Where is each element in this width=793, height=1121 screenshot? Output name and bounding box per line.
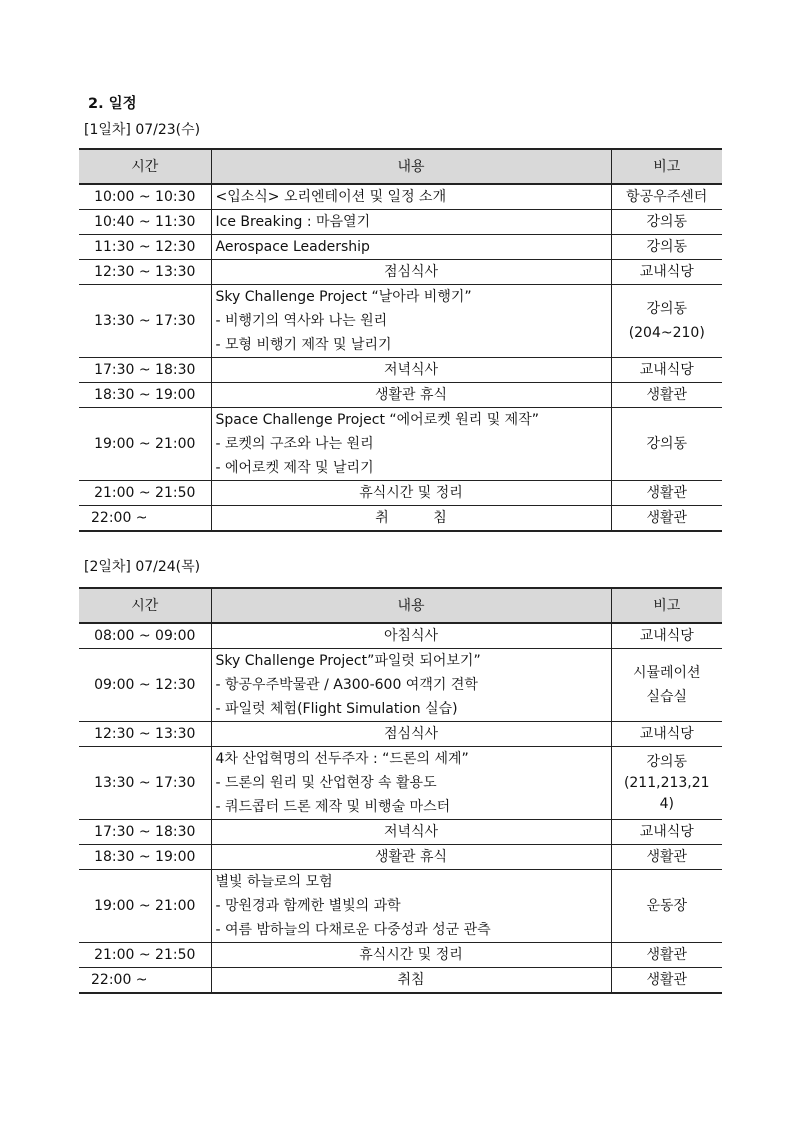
row-content (211, 747, 611, 820)
day1-title: [1일차] 07/23(수) (84, 122, 201, 138)
header-time: 시간 (79, 588, 211, 623)
content-line: - 항공우주박물관 / A300-600 여객기 견학 (215, 677, 478, 693)
content-line: - 비행기의 역사와 나는 원리 (215, 313, 388, 329)
row-time: 10:40 ~ 11:30 (79, 210, 211, 235)
table-row (79, 383, 722, 408)
row-note: 생활관 (611, 506, 722, 532)
row-note: 교내식당 (611, 623, 722, 649)
row-note: 운동장 (611, 870, 722, 943)
row-time: 12:30 ~ 13:30 (79, 722, 211, 747)
row-content: <입소식> 오리엔테이션 및 일정 소개 (211, 184, 611, 210)
content-line: 4차 산업혁명의 선두주자 : “드론의 세계” (215, 751, 469, 767)
row-content (211, 408, 611, 481)
row-note: 항공우주센터 (611, 184, 722, 210)
row-note: 강의동 (611, 235, 722, 260)
note-line: 4) (659, 795, 674, 812)
note-line: (211,213,21 (623, 774, 710, 791)
header-content: 내용 (211, 149, 611, 184)
table-header-row (79, 149, 722, 184)
row-note: 교내식당 (611, 722, 722, 747)
row-content: 생활관 휴식 (211, 845, 611, 870)
table-row (79, 649, 722, 722)
content-line: - 파일럿 체험(Flight Simulation 실습) (215, 701, 458, 717)
note-line: 강의동 (646, 301, 688, 317)
table-row (79, 481, 722, 506)
row-note: 생활관 (611, 481, 722, 506)
day2-schedule-table (79, 587, 722, 994)
table-row (79, 358, 722, 383)
row-time: 10:00 ~ 10:30 (79, 184, 211, 210)
table-row (79, 943, 722, 968)
row-content: 생활관 휴식 (211, 383, 611, 408)
content-line: - 모형 비행기 제작 및 날리기 (215, 337, 392, 353)
content-line: - 드론의 원리 및 산업현장 속 활용도 (215, 775, 437, 791)
row-time: 18:30 ~ 19:00 (79, 845, 211, 870)
row-content: 저녁식사 (211, 358, 611, 383)
note-line: (204~210) (628, 325, 705, 341)
day2-title: [2일차] 07/24(목) (84, 559, 201, 575)
table-row (79, 747, 722, 820)
row-note: 생활관 (611, 383, 722, 408)
row-content: 취침 (211, 968, 611, 994)
day1-schedule-table (79, 148, 722, 532)
row-note: 강의동 (611, 210, 722, 235)
row-time: 12:30 ~ 13:30 (79, 260, 211, 285)
table-row (79, 408, 722, 481)
row-time: 21:00 ~ 21:50 (79, 481, 211, 506)
row-time: 13:30 ~ 17:30 (79, 285, 211, 358)
note-line: 시뮬레이션 (632, 665, 701, 681)
row-time: 19:00 ~ 21:00 (79, 870, 211, 943)
content-line: Space Challenge Project “에어로켓 원리 및 제작” (215, 412, 539, 428)
row-time: 19:00 ~ 21:00 (79, 408, 211, 481)
row-note: 교내식당 (611, 260, 722, 285)
row-content: 점심식사 (211, 260, 611, 285)
table-row (79, 184, 722, 210)
content-line: 별빛 하늘로의 모험 (215, 874, 333, 890)
section-title: 2. 일정 (88, 96, 137, 112)
row-content (211, 285, 611, 358)
header-time: 시간 (79, 149, 211, 184)
row-time: 17:30 ~ 18:30 (79, 820, 211, 845)
row-note (611, 285, 722, 358)
table-row (79, 623, 722, 649)
table-row (79, 845, 722, 870)
row-note: 생활관 (611, 968, 722, 994)
row-time: 22:00 ~ (79, 506, 211, 532)
row-note: 생활관 (611, 845, 722, 870)
table-row (79, 968, 722, 994)
table-row (79, 210, 722, 235)
row-time: 18:30 ~ 19:00 (79, 383, 211, 408)
row-note: 생활관 (611, 943, 722, 968)
row-content: 휴식시간 및 정리 (211, 481, 611, 506)
row-time: 08:00 ~ 09:00 (79, 623, 211, 649)
table-row (79, 870, 722, 943)
note-line: 실습실 (646, 689, 688, 705)
table-row (79, 260, 722, 285)
content-line: Sky Challenge Project”파일럿 되어보기” (215, 653, 481, 669)
table-row (79, 285, 722, 358)
row-note: 강의동 (611, 408, 722, 481)
row-content: 아침식사 (211, 623, 611, 649)
table-row (79, 722, 722, 747)
table-header-row (79, 588, 722, 623)
row-time: 13:30 ~ 17:30 (79, 747, 211, 820)
row-content: Aerospace Leadership (211, 235, 611, 260)
row-content: 취 침 (211, 506, 611, 532)
table-row (79, 506, 722, 532)
content-line: Sky Challenge Project “날아라 비행기” (215, 289, 472, 305)
header-note: 비고 (611, 149, 722, 184)
row-time: 22:00 ~ (79, 968, 211, 994)
table-row (79, 820, 722, 845)
content-line: - 여름 밤하늘의 다채로운 다중성과 성군 관측 (215, 922, 491, 938)
row-content: 저녁식사 (211, 820, 611, 845)
content-line: - 망원경과 함께한 별빛의 과학 (215, 898, 401, 914)
content-line: - 로켓의 구조와 나는 원리 (215, 436, 374, 452)
header-note: 비고 (611, 588, 722, 623)
content-line: - 에어로켓 제작 및 날리기 (215, 460, 374, 476)
row-content (211, 870, 611, 943)
row-time: 09:00 ~ 12:30 (79, 649, 211, 722)
row-note (611, 649, 722, 722)
row-content: Ice Breaking : 마음열기 (211, 210, 611, 235)
table-row (79, 235, 722, 260)
row-content: 휴식시간 및 정리 (211, 943, 611, 968)
header-content: 내용 (211, 588, 611, 623)
note-line: 강의동 (646, 753, 688, 770)
row-note (611, 747, 722, 820)
row-content (211, 649, 611, 722)
row-note: 교내식당 (611, 358, 722, 383)
content-line: - 쿼드콥터 드론 제작 및 비행술 마스터 (215, 799, 451, 815)
row-time: 11:30 ~ 12:30 (79, 235, 211, 260)
row-time: 17:30 ~ 18:30 (79, 358, 211, 383)
row-content: 점심식사 (211, 722, 611, 747)
row-time: 21:00 ~ 21:50 (79, 943, 211, 968)
row-note: 교내식당 (611, 820, 722, 845)
